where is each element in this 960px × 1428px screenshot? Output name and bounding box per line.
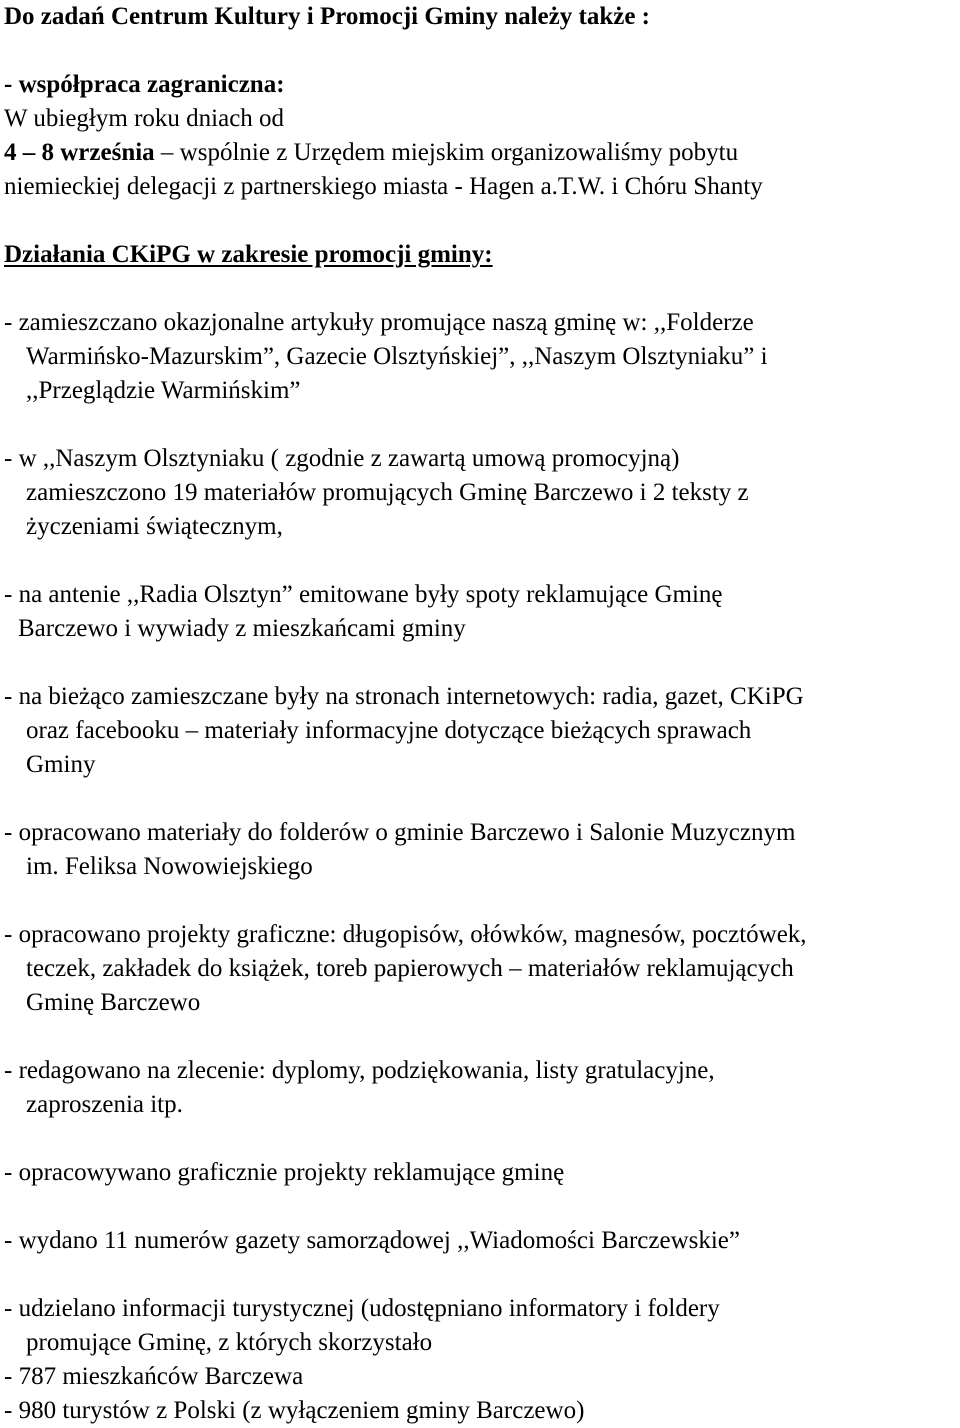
list-item: - w ,,Naszym Olsztyniaku ( zgodnie z zawartą umową promocyjną) zamieszczono 19 materiałów promujących Gminę Barczewo i 2 teksty z życzeniami świątecznym, — [4, 445, 749, 540]
page-heading: Do zadań Centrum Kultury i Promocji Gminy należy także : — [4, 3, 650, 30]
tourists-count-line: - 980 turystów z Polski (z wyłączeniem gminy Barczewo) — [4, 1397, 585, 1424]
residents-count-line: - 787 mieszkańców Barczewa — [4, 1363, 304, 1390]
international-cooperation-line-2: 4 – 8 września – wspólnie z Urzędem miejskim organizowaliśmy pobytu — [4, 139, 739, 166]
list-item: - opracowano materiały do folderów o gminie Barczewo i Salonie Muzycznym im. Feliksa Nowowiejskiego — [4, 819, 796, 880]
list-item: - wydano 11 numerów gazety samorządowej ,,Wiadomości Barczewskie” — [4, 1227, 740, 1254]
list-item: - redagowano na zlecenie: dyplomy, podziękowania, listy gratulacyjne, zaproszenia itp. — [4, 1057, 715, 1118]
list-item: - zamieszczano okazjonalne artykuły promujące naszą gminę w: ,,Folderze Warmińsko-Mazurskim”, Gazecie Olsztyńskiej”, ,,Naszym Olsztyniaku” i ,,Przeglądzie Warmińskim” — [4, 309, 768, 404]
list-item: - opracowano projekty graficzne: długopisów, ołówków, magnesów, pocztówek, teczek, zakładek do książek, toreb papierowych – materiałów reklamujących Gminę Barczewo — [4, 921, 807, 1016]
visit-dates: 4 – 8 września — [4, 139, 155, 166]
list-item: - opracowywano graficznie projekty reklamujące gminę — [4, 1159, 565, 1186]
international-cooperation-block — [4, 68, 763, 204]
list-item: - na bieżąco zamieszczane były na stronach internetowych: radia, gazet, CKiPG oraz facebooku – materiały informacyjne dotyczące bieżących sprawach Gminy — [4, 683, 804, 778]
international-cooperation-line-3: niemieckiej delegacji z partnerskiego miasta - Hagen a.T.W. i Chóru Shanty — [4, 173, 763, 200]
international-cooperation-line-1: W ubiegłym roku dniach od — [4, 105, 285, 132]
list-item: - udzielano informacji turystycznej (udostępniano informatory i foldery promujące Gminę, z których skorzystało - 787 mieszkańców Barczewa - 980 turystów z Polski (z wyłączeniem gminy Barczewo) — [4, 1292, 720, 1428]
international-cooperation-title: - współpraca zagraniczna: — [4, 71, 285, 98]
promotion-section-heading: Działania CKiPG w zakresie promocji gminy: — [4, 241, 493, 268]
list-item: - na antenie ,,Radia Olsztyn” emitowane były spoty reklamujące Gminę Barczewo i wywiady z mieszkańcami gminy — [4, 581, 723, 642]
